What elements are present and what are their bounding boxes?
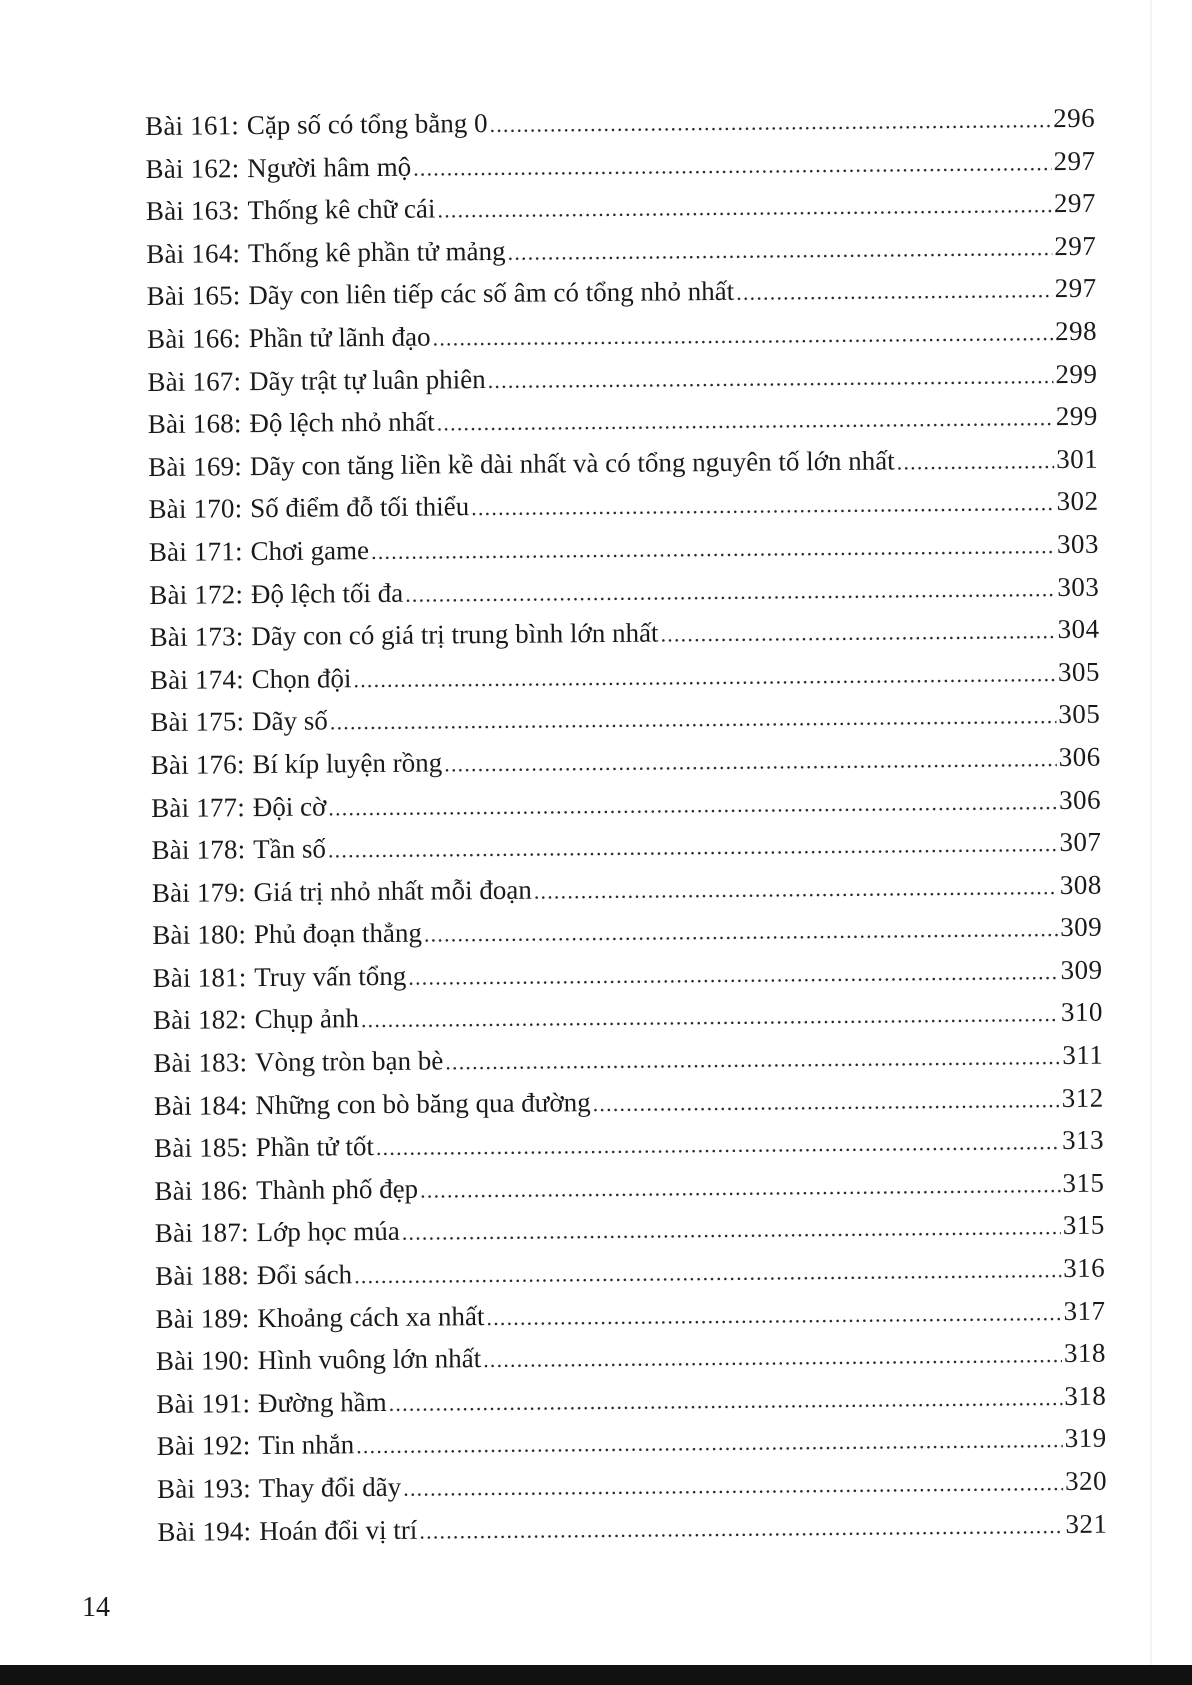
entry-page-number: 299 [1055, 358, 1098, 389]
dot-leader [483, 1334, 1062, 1382]
entry-page-number: 319 [1064, 1423, 1107, 1454]
entry-number: Bài 163 [145, 195, 233, 227]
entry-colon: : [239, 1004, 247, 1035]
entry-colon: : [243, 1473, 251, 1504]
entry-page-number: 303 [1056, 528, 1099, 559]
entry-colon: : [238, 919, 247, 950]
entry-page-number: 309 [1060, 954, 1103, 985]
toc-entry [150, 693, 1100, 744]
entry-colon: : [237, 834, 246, 865]
entry-number: Bài 172 [149, 578, 236, 610]
dot-leader [403, 1462, 1063, 1510]
entry-title: Đội cờ [252, 790, 327, 822]
entry-colon: : [240, 1174, 249, 1206]
entry-title: Phần tử tốt [255, 1131, 375, 1163]
entry-colon: : [236, 663, 244, 694]
entry-title: Những con bò băng qua đường [255, 1086, 591, 1120]
entry-number: Bài 178 [151, 834, 238, 866]
dot-leader [402, 1206, 1061, 1254]
toc-entry [157, 1460, 1107, 1511]
entry-colon: : [241, 1260, 250, 1291]
toc-entry [151, 778, 1101, 829]
dot-leader [736, 269, 1053, 314]
dot-leader [897, 440, 1055, 484]
entry-page-number: 305 [1057, 656, 1101, 687]
entry-page-number: 315 [1062, 1167, 1105, 1198]
entry-title: Chọn đội [251, 662, 352, 694]
toc-entry [156, 1374, 1106, 1425]
toc-entry [146, 224, 1096, 275]
toc-entry [153, 1034, 1103, 1085]
entry-number: Bài 185 [153, 1132, 241, 1164]
page-number: 14 [82, 1592, 110, 1623]
entry-colon: : [232, 237, 241, 269]
entry-title: Thống kê chữ cái [247, 193, 436, 226]
toc-entry [147, 352, 1097, 403]
entry-number: Bài 190 [155, 1345, 243, 1377]
toc-entry [147, 310, 1097, 361]
entry-page-number: 318 [1064, 1380, 1107, 1411]
entry-number: Bài 180 [152, 919, 239, 951]
dot-leader [445, 1036, 1060, 1084]
entry-colon: : [231, 195, 240, 226]
entry-title: Số điểm đỗ tối thiểu [250, 491, 470, 524]
entry-colon: : [238, 962, 247, 993]
entry-number: Bài 173 [149, 621, 236, 653]
dot-leader [330, 695, 1057, 744]
dot-leader [487, 355, 1053, 403]
entry-colon: : [234, 493, 243, 524]
entry-page-number: 316 [1063, 1252, 1106, 1284]
entry-title: Tần số [253, 833, 327, 865]
entry-title: Dãy con liên tiếp các số âm có tổng nhỏ nhất [248, 276, 735, 311]
entry-page-number: 306 [1058, 741, 1101, 772]
dot-leader [489, 99, 1051, 146]
entry-title: Lớp học múa [256, 1216, 400, 1248]
toc-entry [145, 139, 1095, 190]
dot-leader [361, 994, 1059, 1043]
entry-page-number: 302 [1056, 486, 1099, 517]
entry-title: Tin nhắn [258, 1429, 355, 1461]
entry-page-number: 318 [1063, 1337, 1107, 1369]
toc-entry [156, 1332, 1106, 1383]
entry-colon: : [240, 1132, 248, 1163]
entry-page-number: 317 [1063, 1295, 1106, 1326]
entry-title: Chơi game [250, 534, 370, 567]
entry-colon: : [241, 1302, 250, 1333]
toc-entry [152, 863, 1102, 914]
toc-entry [150, 650, 1100, 701]
entry-page-number: 303 [1057, 571, 1100, 602]
entry-title: Phủ đoạn thẳng [253, 917, 423, 950]
entry-number: Bài 175 [150, 706, 237, 738]
toc-entry [155, 1289, 1105, 1340]
entry-colon: : [233, 323, 241, 354]
dot-leader [408, 951, 1059, 999]
entry-page-number: 321 [1065, 1508, 1108, 1539]
entry-title: Dãy con tăng liền kề dài nhất và có tổng nguyên tố lớn nhất [249, 445, 895, 481]
entry-colon: : [231, 110, 239, 141]
entry-number: Bài 187 [154, 1217, 242, 1249]
entry-number: Bài 194 [157, 1515, 244, 1547]
entry-title: Hình vuông lớn nhất [257, 1343, 482, 1376]
entry-number: Bài 162 [145, 152, 232, 184]
entry-number: Bài 193 [156, 1473, 244, 1504]
entry-title: Thành phố đẹp [256, 1173, 419, 1205]
entry-colon: : [235, 578, 244, 609]
entry-title: Chụp ảnh [254, 1003, 360, 1035]
entry-colon: : [242, 1430, 251, 1461]
entry-title: Đổi sách [256, 1259, 353, 1291]
entry-title: Bí kíp luyện rồng [252, 747, 443, 779]
entry-colon: : [239, 1089, 248, 1120]
entry-page-number: 307 [1059, 826, 1102, 858]
entry-number: Bài 177 [150, 791, 238, 823]
page-edge [1150, 0, 1152, 1685]
entry-number: Bài 164 [146, 238, 233, 269]
entry-colon: : [241, 1345, 250, 1376]
dot-leader [328, 781, 1057, 830]
entry-page-number: 313 [1061, 1124, 1105, 1156]
dot-leader [592, 1079, 1059, 1126]
entry-number: Bài 191 [156, 1388, 243, 1419]
dot-leader [376, 1121, 1061, 1170]
entry-colon: : [240, 1217, 249, 1248]
toc-entry [149, 565, 1099, 616]
entry-title: Độ lệch nhỏ nhất [249, 406, 435, 439]
entry-page-number: 301 [1055, 443, 1099, 474]
entry-title: Phần tử lãnh đạo [248, 321, 431, 354]
toc-entry [154, 1162, 1104, 1213]
entry-colon: : [243, 1515, 252, 1546]
toc-entry [152, 949, 1102, 1000]
toc-entry [148, 480, 1098, 531]
toc-entry [146, 267, 1096, 318]
entry-title: Dãy trật tự luân phiên [248, 363, 486, 396]
entry-title: Giá trị nhỏ nhất mỗi đoạn [253, 874, 532, 907]
toc-entry [149, 523, 1099, 574]
entry-number: Bài 168 [147, 408, 235, 440]
dot-leader [436, 397, 1053, 445]
entry-title: Đường hầm [257, 1386, 387, 1418]
dot-leader [405, 568, 1055, 616]
entry-number: Bài 192 [156, 1430, 243, 1462]
entry-colon: : [236, 706, 245, 737]
entry-page-number: 309 [1060, 911, 1103, 943]
toc-entry [148, 437, 1098, 488]
dot-leader [354, 1249, 1061, 1298]
entry-title: Dãy con có giá trị trung bình lớn nhất [251, 617, 659, 652]
entry-colon: : [231, 152, 240, 183]
entry-title: Độ lệch tối đa [250, 577, 404, 609]
dot-leader [356, 1419, 1063, 1468]
entry-page-number: 312 [1061, 1082, 1104, 1113]
entry-number: Bài 174 [149, 663, 237, 695]
dot-leader [371, 525, 1055, 574]
entry-page-number: 297 [1053, 187, 1097, 219]
toc-entry [145, 97, 1095, 148]
toc-entry [157, 1502, 1107, 1553]
entry-colon: : [242, 1387, 251, 1419]
toc-entry [154, 1119, 1104, 1170]
entry-page-number: 305 [1058, 698, 1101, 730]
entry-page-number: 306 [1058, 784, 1102, 815]
entry-title: Hoán đổi vị trí [258, 1514, 418, 1546]
entry-title: Cặp số có tổng bằng 0 [246, 108, 488, 141]
entry-number: Bài 170 [148, 493, 235, 525]
entry-title: Người hâm mộ [247, 151, 412, 183]
entry-number: Bài 184 [153, 1089, 241, 1121]
toc-entry [155, 1247, 1105, 1298]
entry-title: Thống kê phần tử mảng [247, 235, 506, 268]
entry-page-number: 304 [1057, 613, 1100, 645]
toc-entry [146, 182, 1096, 233]
dot-leader [328, 823, 1058, 872]
scan-bottom-edge [0, 1665, 1192, 1685]
entry-page-number: 299 [1055, 400, 1098, 432]
dot-leader [507, 227, 1052, 274]
entry-page-number: 297 [1054, 230, 1097, 261]
toc-entry [157, 1417, 1107, 1468]
dot-leader [424, 908, 1059, 956]
dot-leader [420, 1164, 1061, 1212]
entry-page-number: 320 [1064, 1465, 1108, 1497]
entry-number: Bài 165 [146, 280, 233, 312]
entry-colon: : [237, 791, 245, 822]
entry-page-number: 296 [1053, 102, 1096, 134]
toc-entry [153, 991, 1103, 1042]
dot-leader [534, 866, 1058, 913]
entry-page-number: 311 [1062, 1039, 1104, 1071]
dot-leader [486, 1292, 1062, 1340]
toc-entry [151, 736, 1101, 787]
entry-number: Bài 179 [151, 876, 239, 908]
entry-page-number: 310 [1060, 997, 1104, 1028]
entry-page-number: 297 [1053, 145, 1096, 176]
entry-colon: : [236, 749, 245, 780]
entry-colon: : [233, 408, 242, 439]
entry-number: Bài 182 [152, 1004, 240, 1036]
entry-colon: : [235, 621, 244, 652]
dot-leader [471, 482, 1055, 530]
toc-entry [149, 608, 1099, 659]
dot-leader [388, 1377, 1062, 1425]
dot-leader [437, 184, 1052, 232]
entry-page-number: 315 [1062, 1210, 1105, 1241]
dot-leader [660, 610, 1055, 656]
entry-number: Bài 166 [146, 323, 234, 354]
entry-number: Bài 183 [153, 1047, 240, 1079]
entry-number: Bài 169 [148, 450, 235, 482]
entry-title: Thay đổi dãy [258, 1471, 402, 1504]
entry-page-number: 298 [1054, 315, 1098, 347]
entry-number: Bài 171 [148, 536, 236, 567]
entry-title: Dãy số [251, 705, 328, 737]
entry-number: Bài 167 [147, 365, 234, 397]
entry-number: Bài 161 [145, 110, 232, 141]
entry-colon: : [233, 365, 242, 396]
entry-colon: : [239, 1047, 248, 1078]
entry-page-number: 297 [1054, 273, 1097, 304]
entry-page-number: 308 [1059, 869, 1102, 900]
table-of-contents [145, 97, 1108, 1553]
entry-colon: : [237, 876, 246, 907]
dot-leader [413, 142, 1052, 190]
toc-entry [154, 1076, 1104, 1127]
entry-number: Bài 188 [155, 1260, 242, 1291]
toc-entry [148, 395, 1098, 446]
dot-leader [419, 1505, 1063, 1553]
entry-number: Bài 176 [150, 749, 238, 780]
dot-leader [444, 738, 1057, 786]
entry-number: Bài 186 [154, 1175, 241, 1206]
entry-title: Khoảng cách xa nhất [257, 1300, 485, 1333]
entry-number: Bài 189 [155, 1302, 242, 1334]
dot-leader [353, 653, 1056, 702]
toc-entry [151, 821, 1101, 872]
toc-entry [155, 1204, 1105, 1255]
entry-colon: : [234, 536, 243, 567]
entry-colon: : [232, 280, 241, 311]
entry-title: Vòng tròn bạn bè [254, 1045, 444, 1078]
entry-title: Truy vấn tổng [254, 960, 407, 992]
entry-number: Bài 181 [152, 962, 239, 993]
entry-colon: : [234, 450, 242, 481]
dot-leader [432, 312, 1053, 360]
toc-entry [152, 906, 1102, 957]
